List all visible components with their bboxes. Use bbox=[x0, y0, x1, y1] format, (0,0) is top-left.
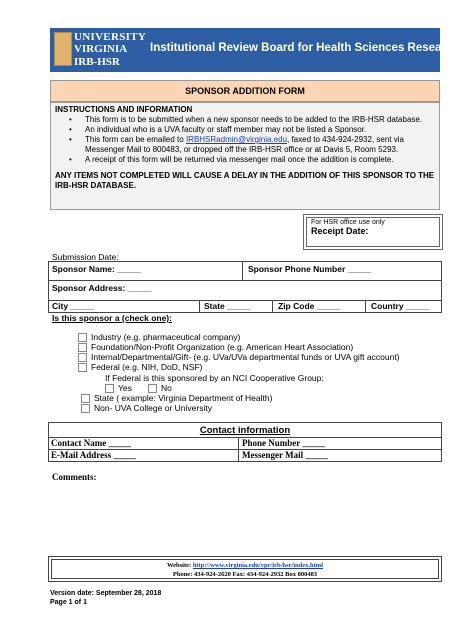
divider bbox=[365, 301, 366, 312]
email-prefix: This form can be emailed to bbox=[85, 135, 186, 144]
divider bbox=[242, 262, 243, 280]
option-internal[interactable] bbox=[78, 352, 400, 362]
state-field[interactable]: State _____ bbox=[204, 301, 251, 311]
contact-row-2 bbox=[48, 450, 442, 462]
office-use-box bbox=[303, 214, 443, 250]
option-label: Foundation/Non-Profit Organization (e.g. American Heart Association) bbox=[91, 342, 354, 352]
instructions-box bbox=[50, 102, 440, 210]
checkbox[interactable] bbox=[105, 384, 114, 393]
messenger-mail-field[interactable]: Messenger Mail _____ bbox=[242, 450, 328, 460]
checkbox[interactable] bbox=[81, 404, 90, 413]
office-use-label: For HSR office use only bbox=[311, 219, 385, 226]
department-title: Institutional Review Board for Health Sciences Research bbox=[150, 42, 460, 54]
website-link[interactable]: http://www.virginia.edu/vpr/irb/hsr/index.html bbox=[192, 562, 324, 569]
delay-warning: ANY ITEMS NOT COMPLETED WILL CAUSE A DELAY IN THE ADDITION OF THIS SPONSOR TO THE IRB-HSR DATABASE. bbox=[55, 171, 435, 190]
sponsor-location-row bbox=[48, 301, 442, 313]
university-name-line3: IRB-HSR bbox=[74, 56, 120, 68]
email-link[interactable]: IRBHSRadmin@virginia.edu bbox=[185, 135, 287, 144]
website-line bbox=[52, 561, 438, 570]
instructions-heading: INSTRUCTIONS AND INFORMATION bbox=[55, 105, 193, 114]
divider bbox=[272, 301, 273, 312]
zip-code-field[interactable]: Zip Code _____ bbox=[278, 301, 341, 311]
instruction-item-email bbox=[63, 135, 435, 155]
divider bbox=[199, 301, 200, 312]
city-field[interactable]: City _____ bbox=[52, 301, 95, 311]
version-info bbox=[50, 589, 161, 607]
option-label: Yes bbox=[118, 383, 132, 393]
option-federal[interactable] bbox=[78, 362, 202, 372]
nci-yes-option[interactable] bbox=[105, 383, 132, 393]
country-field[interactable]: Country _____ bbox=[371, 301, 430, 311]
receipt-date-label: Receipt Date: bbox=[311, 226, 369, 236]
email-suffix: , faxed to 434-924-2932, sent via Messenger Mail to 800483, or dropped off the IRB-HSR office or at Davis 5, Room 5293. bbox=[85, 135, 404, 154]
option-label: Non- UVA College or University bbox=[94, 403, 212, 413]
instruction-item: • A receipt of this form will be returned via messenger mail once the addition is complete. bbox=[63, 155, 435, 165]
university-name-line1: UNIVERSITY bbox=[74, 31, 147, 43]
nci-question: If Federal is this sponsored by an NCI Cooperative Group: bbox=[105, 373, 324, 383]
option-label: No bbox=[161, 383, 172, 393]
footer-box bbox=[48, 556, 442, 582]
option-label: Internal/Departmental/Gift- (e.g. UVa/UVa departmental funds or UVA gift account) bbox=[91, 352, 400, 362]
version-date: Version date: September 28, 2018 bbox=[50, 590, 162, 597]
checkbox[interactable] bbox=[78, 363, 87, 372]
header-banner bbox=[50, 28, 460, 72]
form-title: SPONSOR ADDITION FORM bbox=[50, 80, 440, 102]
sponsor-phone-field[interactable]: Sponsor Phone Number _____ bbox=[248, 264, 372, 274]
page-number: Page 1 of 1 bbox=[50, 599, 87, 606]
contact-name-field[interactable]: Contact Name _____ bbox=[51, 438, 131, 448]
instruction-item: • An individual who is a UVA faculty or staff member may not be listed a Sponsor. bbox=[63, 125, 435, 135]
phone-number-field[interactable]: Phone Number _____ bbox=[242, 438, 325, 448]
nci-no-option[interactable] bbox=[148, 383, 172, 393]
divider bbox=[238, 438, 239, 449]
sponsor-name-row bbox=[48, 261, 442, 281]
comments-label: Comments: bbox=[52, 472, 97, 482]
option-label: State ( example: Virginia Department of Health) bbox=[94, 393, 273, 403]
checkbox[interactable] bbox=[78, 333, 87, 342]
option-foundation[interactable] bbox=[78, 342, 353, 352]
contact-line: Phone: 434-924-2620 Fax: 434-924-2932 Box 800483 bbox=[172, 571, 318, 578]
option-state[interactable] bbox=[81, 393, 272, 403]
checkbox[interactable] bbox=[81, 394, 90, 403]
divider bbox=[238, 450, 239, 461]
sponsor-address-row bbox=[48, 281, 442, 301]
checkbox[interactable] bbox=[148, 384, 157, 393]
checkbox[interactable] bbox=[78, 353, 87, 362]
university-name-line2: VIRGINIA bbox=[74, 43, 128, 55]
email-address-field[interactable]: E-Mail Address _____ bbox=[51, 450, 136, 460]
instructions-list bbox=[63, 115, 435, 165]
option-label: Federal (e.g. NIH, DoD, NSF) bbox=[91, 362, 203, 372]
checkbox[interactable] bbox=[78, 343, 87, 352]
option-label: Industry (e.g. pharmaceutical company) bbox=[91, 332, 241, 342]
sponsor-name-field[interactable]: Sponsor Name: _____ bbox=[52, 264, 141, 274]
submission-date-field[interactable]: Submission Date: _____ bbox=[52, 252, 145, 262]
option-non-uva[interactable] bbox=[81, 403, 212, 413]
contact-info-heading: Contact information bbox=[48, 422, 442, 438]
option-industry[interactable] bbox=[78, 332, 240, 342]
contact-row-1 bbox=[48, 438, 442, 450]
website-label: Website: bbox=[166, 562, 193, 569]
instruction-item: • This form is to be submitted when a new sponsor needs to be added to the IRB-HSR database. bbox=[63, 115, 435, 125]
sponsor-address-field[interactable]: Sponsor Address: _____ bbox=[52, 283, 152, 293]
university-seal-icon bbox=[54, 32, 72, 66]
sponsor-type-heading: Is this sponsor a (check one): bbox=[52, 313, 172, 323]
